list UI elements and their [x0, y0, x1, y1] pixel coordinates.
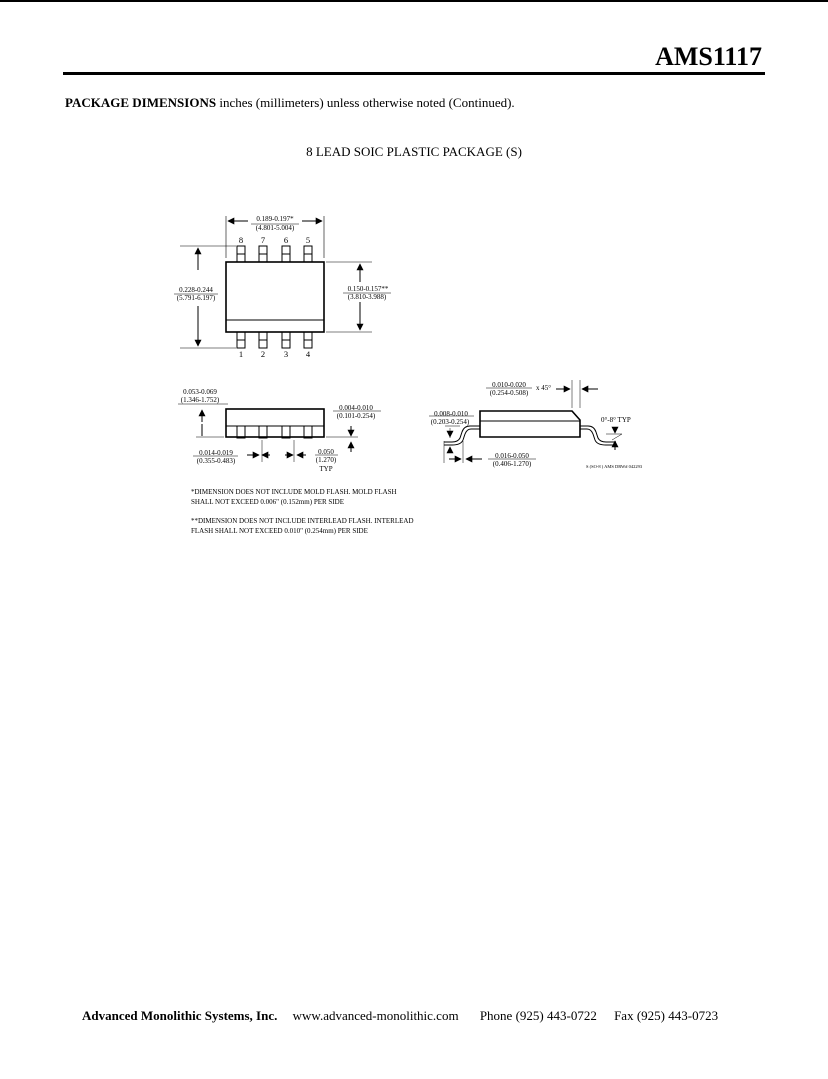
section-heading-rest: inches (millimeters) unless otherwise noted (Continued).: [216, 95, 515, 110]
dim-chamfer-in: 0.010-0.020: [492, 381, 526, 389]
dim-body-width-in: 0.150-0.157**: [347, 285, 389, 293]
pin-label-7: 7: [260, 235, 266, 245]
part-number-title: AMS1117: [655, 42, 762, 71]
dim-total-width-mm: (5.791-6.197): [176, 294, 216, 302]
section-heading-bold: PACKAGE DIMENSIONS: [65, 95, 217, 110]
side-view-dimensions: [181, 388, 376, 473]
dim-total-width-in: 0.228-0.244: [179, 286, 213, 294]
note-1-line-2: SHALL NOT EXCEED 0.006" (0.152mm) PER SIDE: [191, 498, 344, 506]
dim-body-width-mm: (3.810-3.988): [347, 293, 387, 301]
lead-angle: 0°-8° TYP: [601, 416, 631, 424]
pin-label-6: 6: [283, 235, 289, 245]
pin-label-1: 1: [238, 349, 244, 359]
footer-website: www.advanced-monolithic.com: [292, 1008, 459, 1023]
footer-company: Advanced Monolithic Systems, Inc.: [82, 1008, 278, 1023]
dim-foot-mm: (0.406-1.270): [492, 460, 532, 468]
drawing-reference: S (SO-8 ) AMS DRW# 042293: [586, 464, 643, 469]
dim-length-mm: (4.801-5.004): [255, 224, 295, 232]
pin-label-4: 4: [305, 349, 311, 359]
dim-lead-thick-mm: (0.203-0.254): [430, 418, 470, 426]
end-view-dimensions: [431, 381, 643, 469]
dim-length-in: 0.189-0.197*: [256, 215, 294, 223]
pin-label-5: 5: [305, 235, 311, 245]
dimension-notes: [191, 488, 414, 535]
top-view-labels: [239, 235, 311, 359]
dim-chamfer-mm: (0.254-0.508): [489, 389, 529, 397]
top-view-dimensions: [177, 215, 389, 302]
top-view: [174, 216, 391, 348]
dim-foot-in: 0.016-0.050: [495, 452, 529, 460]
pin-label-3: 3: [283, 349, 289, 359]
dim-standoff-in: 0.004-0.010: [339, 404, 373, 412]
dim-height-in: 0.053-0.069: [183, 388, 217, 396]
footer-fax: Fax (925) 443-0723: [614, 1008, 719, 1023]
note-1-line-1: *DIMENSION DOES NOT INCLUDE MOLD FLASH. MOLD FLASH: [191, 488, 397, 496]
dim-lead-width-mm: (0.355-0.483): [196, 457, 236, 465]
note-2-line-2: FLASH SHALL NOT EXCEED 0.010" (0.254mm) PER SIDE: [191, 527, 368, 535]
package-body-side: [226, 409, 324, 437]
package-body-top: [226, 262, 324, 332]
note-2-line-1: **DIMENSION DOES NOT INCLUDE INTERLEAD FLASH. INTERLEAD: [191, 517, 414, 525]
page-footer: [82, 1008, 718, 1024]
footer-phone: Phone (925) 443-0722: [479, 1008, 597, 1023]
package-body-end: [480, 411, 580, 437]
package-title: 8 LEAD SOIC PLASTIC PACKAGE (S): [306, 144, 522, 159]
pin-label-2: 2: [260, 349, 266, 359]
dim-pitch-typ: TYP: [319, 465, 333, 473]
dim-pitch-in: 0.050: [318, 448, 334, 456]
dim-height-mm: (1.346-1.752): [180, 396, 220, 404]
dim-standoff-mm: (0.101-0.254): [336, 412, 376, 420]
pin-label-8: 8: [238, 235, 244, 245]
chamfer-angle: x 45°: [536, 384, 552, 392]
dim-lead-width-in: 0.014-0.019: [199, 449, 233, 457]
dim-pitch-mm: (1.270): [315, 456, 337, 464]
dim-lead-thick-in: 0.008-0.010: [434, 410, 468, 418]
